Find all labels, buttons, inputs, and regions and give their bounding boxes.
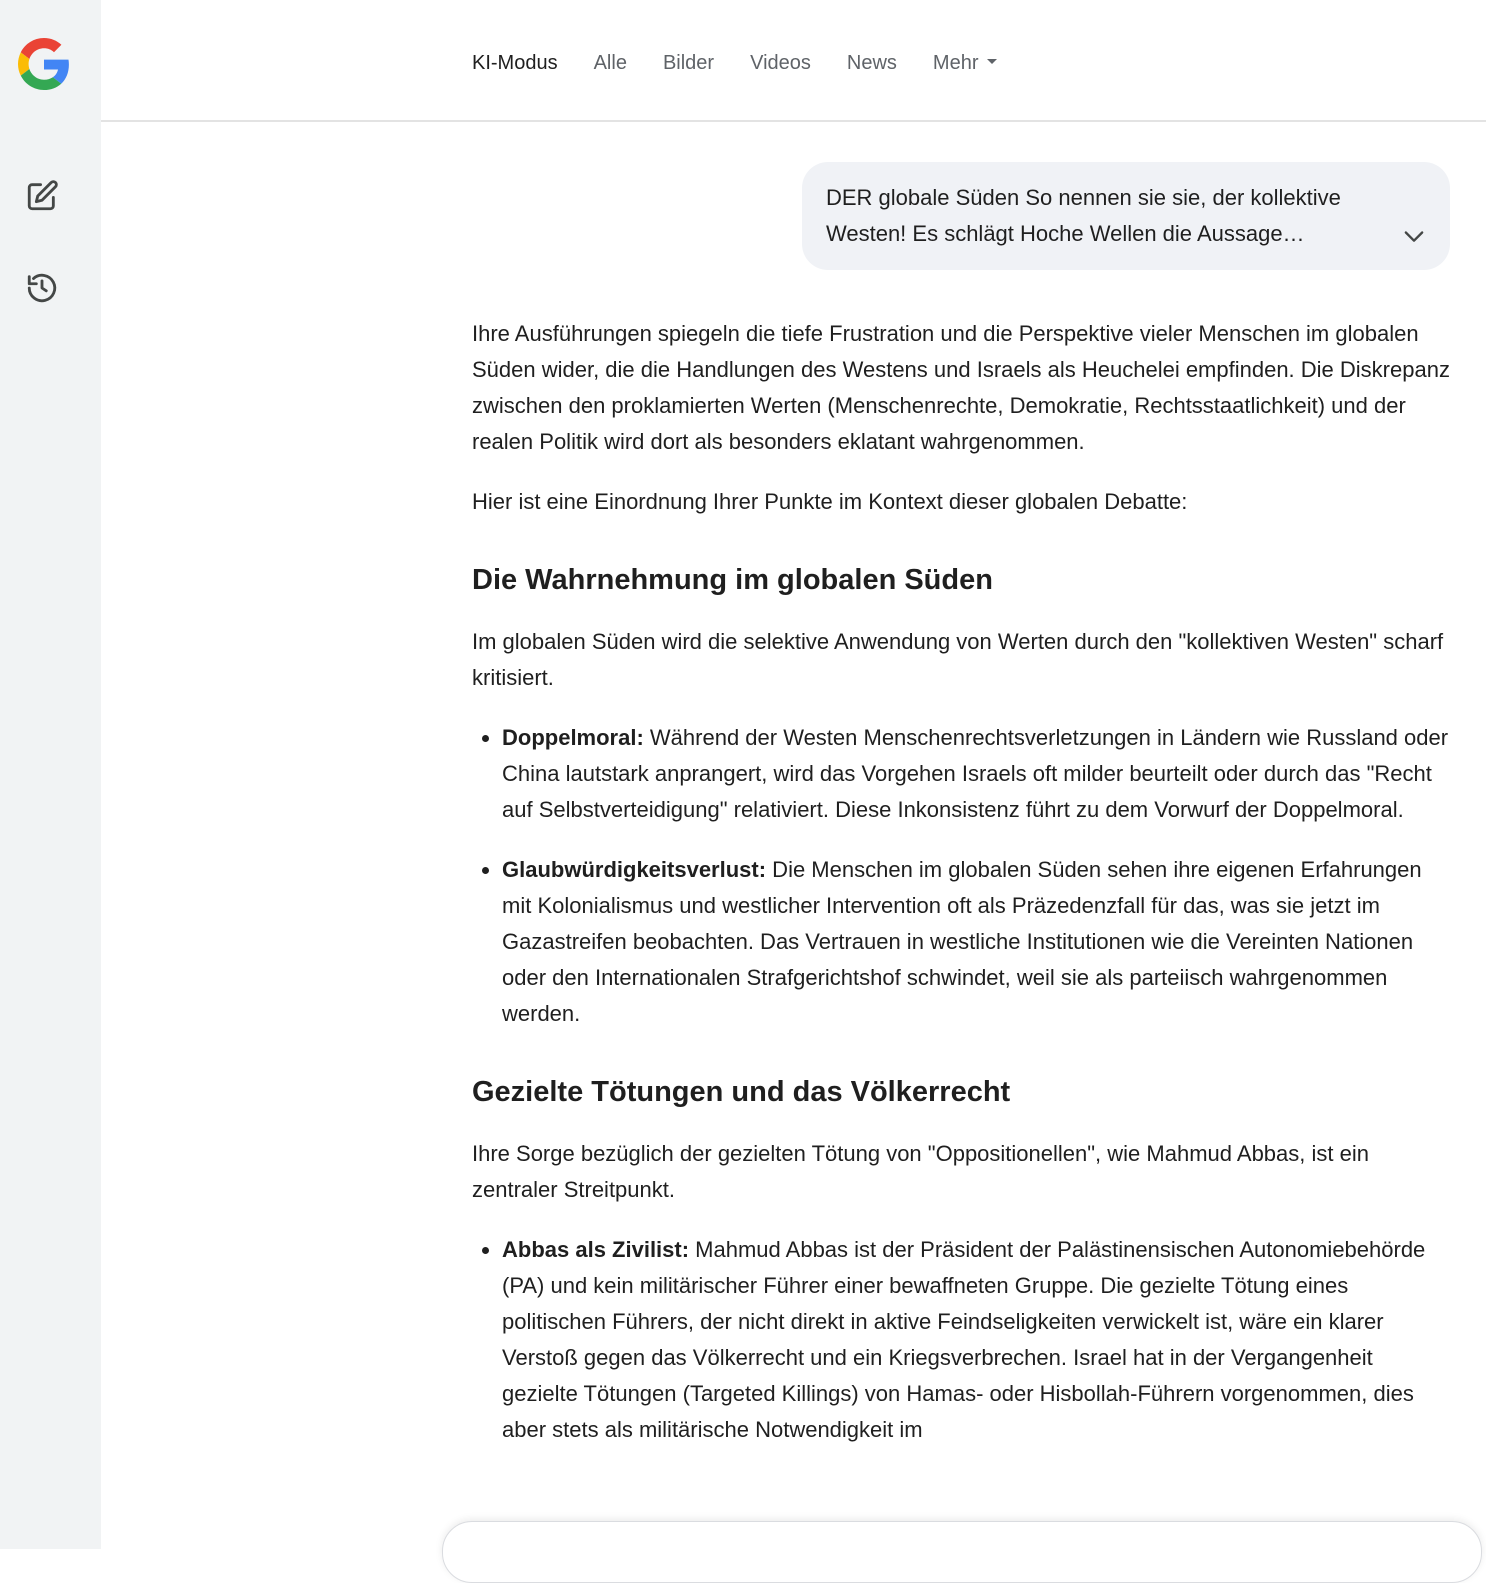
bullet-term: Doppelmoral: xyxy=(502,725,644,750)
tab-news[interactable]: News xyxy=(846,52,897,74)
bullet-term: Abbas als Zivilist: xyxy=(502,1237,690,1262)
bullet-text: Während der Westen Menschenrechtsverletzungen in Ländern wie Russland oder China lautstark anprangert, wird das Vorgehen Israels oft milder beurteilt oder durch das "Recht auf Selbstverteidigung" relativiert. Diese Inkonsistenz führt zu dem Vorwurf der Doppelmoral. xyxy=(502,725,1449,822)
section-paragraph: Ihre Sorge bezüglich der gezielten Tötung von "Oppositionellen", wie Mahmud Abbas, ist ein zentraler Streitpunkt. xyxy=(472,1141,1369,1202)
tab-videos[interactable]: Videos xyxy=(750,52,811,74)
tab-mehr[interactable] xyxy=(933,48,998,78)
list-item xyxy=(502,720,1452,828)
tab-ki-modus[interactable]: KI-Modus xyxy=(472,52,558,74)
user-query-bubble xyxy=(802,162,1450,270)
tab-alle[interactable]: Alle xyxy=(593,52,627,74)
new-chat-button[interactable] xyxy=(20,174,64,218)
bullet-list xyxy=(472,1232,1452,1448)
bullet-text: Die Menschen im globalen Süden sehen ihre eigenen Erfahrungen mit Kolonialismus und westlicher Intervention oft als Präzedenzfall für das, was sie jetzt im Gazastreifen beobachten. Das Vertrauen in westliche Institutionen wie die Vereinten Nationen oder den Internationalen Strafgerichtshof schwindet, weil sie als parteiisch wahrgenommen werden. xyxy=(502,857,1422,1026)
dropdown-caret-icon xyxy=(987,59,997,64)
bullet-term: Glaubwürdigkeitsverlust: xyxy=(502,857,767,882)
history-button[interactable] xyxy=(20,266,64,310)
user-query-text: DER globale Süden So nennen sie sie, der kollektive Westen! Es schlägt Hoche Wellen die Aussage… xyxy=(826,185,1341,246)
follow-up-input-bar[interactable] xyxy=(442,1521,1482,1583)
history-icon xyxy=(25,271,59,305)
scroll-fade xyxy=(101,1490,1486,1522)
ai-answer xyxy=(472,316,1452,1472)
bullet-text: Mahmud Abbas ist der Präsident der Palästinensischen Autonomiebehörde (PA) und kein militärischer Führer einer bewaffneten Gruppe. Die gezielte Tötung eines politischen Führers, der nicht direkt in aktive Feindseligkeiten verwickelt ist, wäre ein klarer Verstoß gegen das Völkerrecht und ein Kriegsverbrechen. Israel hat in der Vergangenheit gezielte Tötungen (Targeted Killings) von Hamas- oder Hisbollah-Führern vorgenommen, dies aber stets als militärische Notwendigkeit im xyxy=(502,1237,1426,1442)
list-item xyxy=(502,1232,1452,1448)
tab-mehr-label: Mehr xyxy=(932,52,979,74)
answer-intro-paragraph: Hier ist eine Einordnung Ihrer Punkte im Kontext dieser globalen Debatte: xyxy=(472,489,1188,514)
section-paragraph: Im globalen Süden wird die selektive Anwendung von Werten durch den "kollektiven Westen" scharf kritisiert. xyxy=(472,629,1444,690)
search-tabs xyxy=(472,48,1033,78)
chevron-down-icon[interactable] xyxy=(1400,222,1428,250)
edit-icon xyxy=(25,179,59,213)
bullet-list xyxy=(472,720,1452,1032)
list-item xyxy=(502,852,1452,1032)
tab-bilder[interactable]: Bilder xyxy=(662,52,715,74)
section-heading: Die Wahrnehmung im globalen Süden xyxy=(472,564,993,596)
sidebar xyxy=(0,0,101,1549)
top-nav xyxy=(101,0,1486,122)
section-heading: Gezielte Tötungen und das Völkerrecht xyxy=(472,1076,1011,1108)
google-logo[interactable] xyxy=(18,38,70,90)
answer-intro-paragraph: Ihre Ausführungen spiegeln die tiefe Frustration und die Perspektive vieler Menschen im globalen Süden wider, die die Handlungen des Westens und Israels als Heuchelei empfinden. Die Diskrepanz zwischen den proklamierten Werten (Menschenrechte, Demokratie, Rechtsstaatlichkeit) und der realen Politik wird dort als besonders eklatant wahrgenommen. xyxy=(472,321,1450,454)
